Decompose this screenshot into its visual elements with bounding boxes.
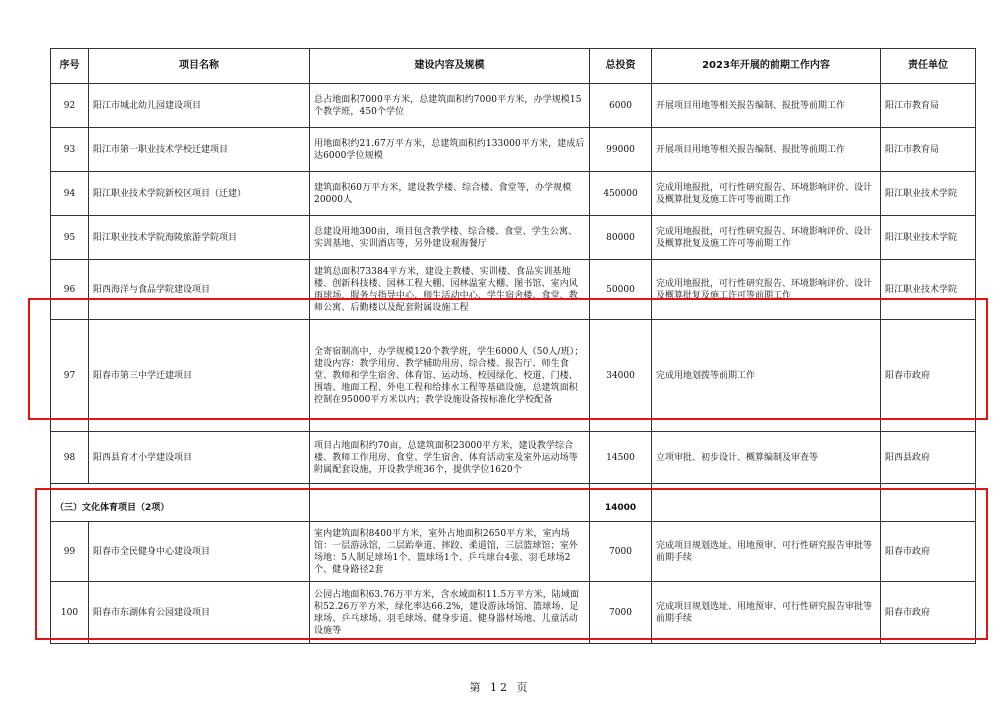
table-row: [51, 128, 976, 172]
row-scope: 项目占地面积约70亩，总建筑面积23000平方米，建设教学综合楼、教师工作用房、食堂、学生宿舍、体育活动室及室外运动场等附属配套设施，开设教学班36个，提供学位1620个: [310, 432, 590, 484]
row-investment: 80000: [590, 216, 652, 260]
section-row: [51, 484, 976, 522]
page-number: 第 12 页: [469, 681, 531, 694]
row-investment: 450000: [590, 172, 652, 216]
header-row: [51, 49, 976, 84]
row-no: 95: [51, 216, 89, 260]
row-scope: 建筑总面积73384平方米，建设主教楼、实训楼、食品实训基地楼、创新科技楼、园林工程大棚、园林温室大棚、图书馆、室内风雨球场、服务与指导中心、师生活动中心、学生宿舍楼、食堂、教师公寓、后勤楼以及配套附属设施工程: [310, 260, 590, 320]
col-header-investment: 总投资: [590, 49, 652, 84]
row-investment: 14500: [590, 432, 652, 484]
row-name: 阳江市城北幼儿园建设项目: [89, 84, 310, 128]
row-dept: 阳江职业技术学院: [881, 260, 976, 320]
row-name: 阳江职业技术学院海陵旅游学院项目: [89, 216, 310, 260]
table-row: [51, 172, 976, 216]
row-dept: 阳江职业技术学院: [881, 172, 976, 216]
section-investment: 14000: [590, 484, 652, 522]
row-work: 完成用地报批，可行性研究报告、环境影响评价、设计及概算批复及施工许可等前期工作: [652, 260, 881, 320]
col-header-no: 序号: [51, 49, 89, 84]
project-table: [50, 48, 976, 644]
row-scope: 室内建筑面积8400平方米，室外占地面积2650平方米，室内场馆：一层游泳馆，二层跆拳道、摔跤、柔道馆，三层篮球馆；室外场地：5人制足球场1个、篮球场1个、乒乓球台4张、羽毛球场2个、健身路径2套: [310, 522, 590, 582]
row-work: 立项审批、初步设计、概算编制及审查等: [652, 432, 881, 484]
table-row: [51, 260, 976, 320]
row-scope: 用地面积约21.67万平方米，总建筑面积约133000平方米，建成后达6000学位规模: [310, 128, 590, 172]
row-investment: 7000: [590, 522, 652, 582]
col-header-dept: 责任单位: [881, 49, 976, 84]
col-header-work-2023: 2023年开展的前期工作内容: [652, 49, 881, 84]
table-row: [51, 84, 976, 128]
col-header-name: 项目名称: [89, 49, 310, 84]
section-dept-empty: [881, 484, 976, 522]
row-investment: 99000: [590, 128, 652, 172]
row-work: 完成用地报批，可行性研究报告、环境影响评价、设计及概算批复及施工许可等前期工作: [652, 216, 881, 260]
row-no: 92: [51, 84, 89, 128]
row-no: 94: [51, 172, 89, 216]
row-dept: 阳春市政府: [881, 320, 976, 432]
row-scope: 全寄宿制高中，办学规模120个教学班，学生6000人（50人/班）；建设内容：教学用房、教学辅助用房、综合楼、报告厅、师生食堂、教师和学生宿舍、体育馆、运动场、校园绿化、校道、门楼、围墙、地面工程、外电工程和给排水工程等基础设施，总建筑面积控制在95000平方米以内；教学设施设备按标准化学校配备: [310, 320, 590, 432]
table-row: [51, 522, 976, 582]
section-scope-empty: [310, 484, 590, 522]
row-name: 阳春市全民健身中心建设项目: [89, 522, 310, 582]
row-name: 阳西海洋与食品学院建设项目: [89, 260, 310, 320]
row-investment: 34000: [590, 320, 652, 432]
table-row: [51, 216, 976, 260]
row-work: 完成用地划拨等前期工作: [652, 320, 881, 432]
row-investment: 7000: [590, 582, 652, 644]
row-name: 阳江职业技术学院新校区项目（迁建）: [89, 172, 310, 216]
row-dept: 阳江市教育局: [881, 84, 976, 128]
row-name: 阳西县育才小学建设项目: [89, 432, 310, 484]
row-work: 开展项目用地等相关报告编制、报批等前期工作: [652, 128, 881, 172]
row-no: 98: [51, 432, 89, 484]
row-dept: 阳春市政府: [881, 522, 976, 582]
row-no: 99: [51, 522, 89, 582]
row-no: 96: [51, 260, 89, 320]
row-dept: 阳江职业技术学院: [881, 216, 976, 260]
row-name: 阳江市第一职业技术学校迁建项目: [89, 128, 310, 172]
row-work: 开展项目用地等相关报告编制、报批等前期工作: [652, 84, 881, 128]
row-name: 阳春市东湖体育公园建设项目: [89, 582, 310, 644]
section-label: （三）文化体育项目（2项）: [51, 484, 310, 522]
col-header-scope: 建设内容及规模: [310, 49, 590, 84]
row-scope: 总建设用地300亩，项目包含教学楼、综合楼、食堂、学生公寓、实训基地、实训酒店等，另外建设观海餐厅: [310, 216, 590, 260]
row-no: 97: [51, 320, 89, 432]
row-work: 完成项目规划选址、用地预审、可行性研究报告审批等前期手续: [652, 582, 881, 644]
row-name: 阳春市第三中学迁建项目: [89, 320, 310, 432]
row-investment: 6000: [590, 84, 652, 128]
table-row: [51, 320, 976, 432]
table-row: [51, 432, 976, 484]
row-scope: 建筑面积60万平方米，建设教学楼、综合楼、食堂等，办学规模20000人: [310, 172, 590, 216]
row-scope: 公园占地面积63.76万平方米，含水域面积11.5万平方米，陆域面积52.26万平方米，绿化率达66.2%，建设游泳场馆、篮球场、足球场、乒乓球场、羽毛球场、健身步道、健身器材场地、儿童活动设施等: [310, 582, 590, 644]
row-scope: 总占地面积7000平方米，总建筑面积约7000平方米，办学规模15个教学班，450个学位: [310, 84, 590, 128]
row-no: 100: [51, 582, 89, 644]
row-work: 完成用地报批，可行性研究报告、环境影响评价、设计及概算批复及施工许可等前期工作: [652, 172, 881, 216]
row-dept: 阳江市教育局: [881, 128, 976, 172]
section-work-empty: [652, 484, 881, 522]
row-work: 完成项目规划选址、用地预审、可行性研究报告审批等前期手续: [652, 522, 881, 582]
row-dept: 阳西县政府: [881, 432, 976, 484]
row-investment: 50000: [590, 260, 652, 320]
row-dept: 阳春市政府: [881, 582, 976, 644]
table-row: [51, 582, 976, 644]
row-no: 93: [51, 128, 89, 172]
